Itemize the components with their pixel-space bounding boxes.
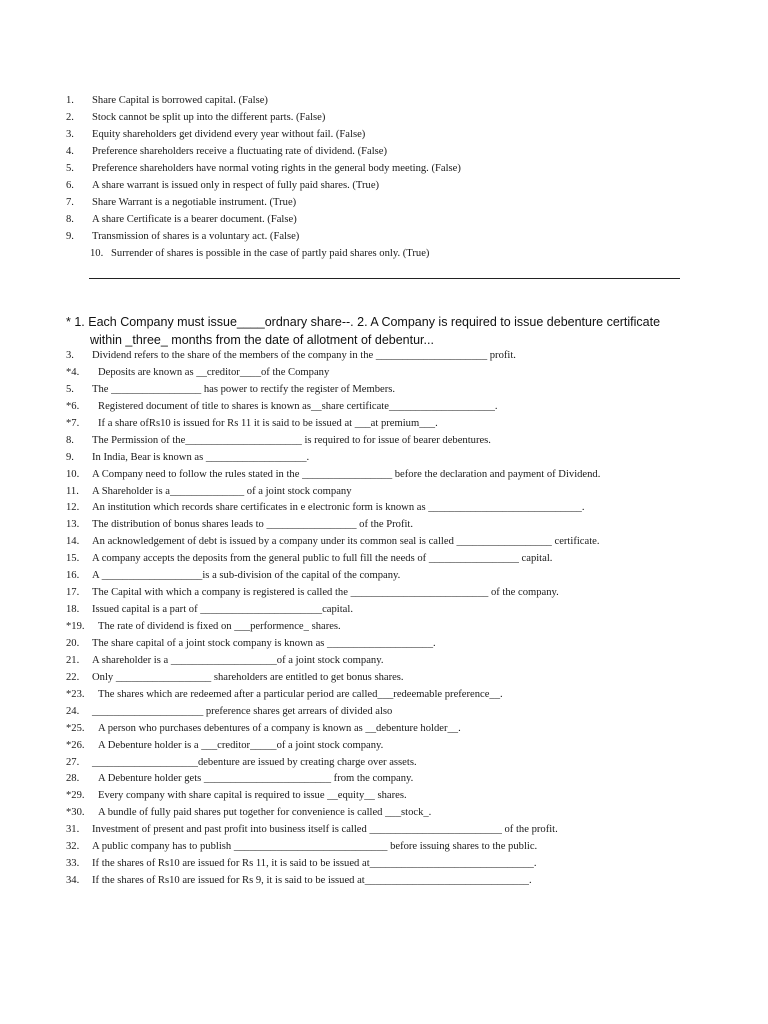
item-text: A Company need to follow the rules stated in the _________________ before the declaration and payment of Dividend.: [92, 468, 601, 480]
list-item: [66, 805, 706, 822]
item-text: A share Certificate is a bearer document. (False): [92, 214, 297, 225]
item-text: The distribution of bonus shares leads to _________________ of the Profit.: [92, 519, 414, 531]
list-item: [66, 788, 706, 805]
item-text: Transmission of shares is a voluntary act. (False): [92, 231, 300, 242]
item-number: 22.: [66, 671, 80, 683]
item-number: 5.: [66, 163, 74, 174]
item-number: *26.: [66, 739, 85, 751]
intro-line-2: within _three_ months from the date of allotment of debentur...: [90, 333, 434, 347]
item-text: A person who purchases debentures of a company is known as __debenture holder__.: [98, 722, 461, 734]
item-number: 31.: [66, 824, 80, 836]
item-number: 2.: [66, 112, 74, 123]
item-number: 14.: [66, 536, 80, 548]
item-text: A Debenture holder gets ________________________ from the company.: [98, 773, 414, 785]
item-text: ____________________debenture are issued by creating charge over assets.: [92, 756, 417, 768]
item-text: Investment of present and past profit into business itself is called _________________________ of the profit.: [92, 824, 558, 836]
item-text: Preference shareholders receive a fluctuating rate of dividend. (False): [92, 146, 388, 157]
item-text: Registered document of title to shares is known as__share certificate____________________.: [98, 400, 498, 412]
item-number: 17.: [66, 587, 80, 599]
item-number: 10.: [90, 248, 104, 259]
item-text: A public company has to publish _____________________________ before issuing shares to the public.: [92, 841, 538, 853]
item-number: 3.: [66, 350, 74, 361]
item-number: *25.: [66, 722, 85, 734]
item-number: 5.: [66, 383, 74, 395]
list-item: [66, 365, 706, 382]
item-number: 9.: [66, 231, 74, 242]
item-number: 21.: [66, 654, 80, 666]
list-item: [66, 143, 706, 160]
list-item: [66, 602, 706, 619]
item-number: 4.: [66, 146, 74, 157]
item-number: 34.: [66, 875, 80, 887]
list-item: [66, 653, 706, 670]
item-number: 12.: [66, 502, 80, 514]
section-divider: [89, 278, 680, 279]
list-item: [66, 517, 706, 534]
item-text: A shareholder is a ____________________of a joint stock company.: [92, 654, 384, 666]
item-number: *23.: [66, 688, 85, 700]
list-item: [66, 382, 706, 399]
list-item: [66, 160, 706, 177]
item-number: 1.: [66, 95, 74, 106]
item-text: Only __________________ shareholders are entitled to get bonus shares.: [92, 671, 404, 683]
list-item: [66, 245, 706, 262]
item-number: 10.: [66, 468, 80, 480]
item-text: Stock cannot be split up into the different parts. (False): [92, 112, 326, 123]
list-item: [66, 228, 706, 245]
item-number: 32.: [66, 841, 80, 853]
item-number: *19.: [66, 621, 85, 632]
list-item: [66, 467, 706, 484]
list-item: [66, 211, 706, 228]
item-number: *7.: [66, 417, 80, 429]
item-text: The shares which are redeemed after a particular period are called___redeemable preference__.: [98, 688, 503, 700]
item-number: 20.: [66, 637, 80, 649]
item-text: In India, Bear is known as ___________________.: [92, 451, 310, 463]
item-number: 11.: [66, 485, 79, 497]
item-text: Deposits are known as __creditor____of the Company: [98, 366, 330, 378]
list-item: [66, 636, 706, 653]
item-number: 9.: [66, 451, 74, 463]
fill-blanks-intro: [66, 313, 706, 349]
list-item: [66, 670, 706, 687]
item-number: 6.: [66, 180, 74, 191]
item-text: An acknowledgement of debt is issued by a company under its common seal is called __________________ certificate.: [92, 536, 600, 548]
list-item: [66, 568, 706, 585]
list-item: [66, 109, 706, 126]
item-text: The share capital of a joint stock company is known as ____________________.: [92, 637, 436, 649]
item-number: 16.: [66, 570, 80, 582]
item-text: Equity shareholders get dividend every year without fail. (False): [92, 129, 366, 140]
item-text: Share Warrant is a negotiable instrument. (True): [92, 197, 297, 208]
item-text: The Permission of the______________________ is required to for issue of bearer debentures.: [92, 434, 491, 446]
list-item: [66, 416, 706, 433]
list-item: [66, 873, 706, 890]
list-item: [66, 585, 706, 602]
list-item: [66, 500, 706, 517]
item-number: 3.: [66, 129, 74, 140]
item-text: A ___________________is a sub-division of the capital of the company.: [92, 570, 401, 582]
item-text: Every company with share capital is required to issue __equity__ shares.: [98, 790, 407, 802]
item-text: Surrender of shares is possible in the case of partly paid shares only. (True): [111, 248, 430, 259]
item-text: Dividend refers to the share of the members of the company in the _____________________ profit.: [92, 350, 516, 361]
item-text: The _________________ has power to rectify the register of Members.: [92, 383, 396, 395]
item-text: An institution which records share certificates in e electronic form is known as _____________________________.: [92, 502, 585, 514]
intro-line-1: * 1. Each Company must issue____ordnary share--. 2. A Company is required to issue debenture certificate: [66, 315, 661, 329]
item-text: A company accepts the deposits from the general public to full fill the needs of _________________ capital.: [92, 553, 553, 565]
list-item: [66, 721, 706, 738]
list-item: [66, 619, 706, 636]
item-number: 33.: [66, 858, 80, 870]
item-text: A share warrant is issued only in respect of fully paid shares. (True): [92, 180, 380, 191]
list-item: [66, 822, 706, 839]
item-number: 27.: [66, 756, 80, 768]
list-item: [66, 704, 706, 721]
item-number: *29.: [66, 790, 85, 802]
item-text: If the shares of Rs10 are issued for Rs 9, it is said to be issued at_______________________________.: [92, 875, 532, 887]
item-number: 18.: [66, 604, 80, 616]
list-item: [66, 484, 706, 501]
item-number: *4.: [66, 366, 80, 378]
list-item: [66, 551, 706, 568]
list-item: [66, 771, 706, 788]
item-text: _____________________ preference shares get arrears of divided also: [92, 705, 393, 717]
list-item: [66, 348, 706, 365]
item-text: Preference shareholders have normal voting rights in the general body meeting. (False): [92, 163, 461, 174]
item-text: The Capital with which a company is registered is called the __________________________ of the company.: [92, 587, 559, 599]
list-item: [66, 194, 706, 211]
list-item: [66, 738, 706, 755]
item-number: 24.: [66, 705, 80, 717]
item-text: A Shareholder is a______________ of a joint stock company: [92, 485, 352, 497]
item-text: A Debenture holder is a ___creditor_____of a joint stock company.: [98, 739, 384, 751]
list-item: [66, 687, 706, 704]
item-number: 7.: [66, 197, 74, 208]
list-item: [66, 450, 706, 467]
list-item: [66, 399, 706, 416]
item-number: *6.: [66, 400, 80, 412]
item-number: 28.: [66, 773, 80, 785]
list-item: [66, 839, 706, 856]
item-number: 8.: [66, 214, 74, 225]
list-item: [66, 177, 706, 194]
item-text: If a share ofRs10 is issued for Rs 11 it is said to be issued at ___at premium___.: [98, 417, 438, 429]
item-number: 15.: [66, 553, 80, 565]
item-text: A bundle of fully paid shares put together for convenience is called ___stock_.: [98, 807, 432, 819]
item-text: If the shares of Rs10 are issued for Rs 11, it is said to be issued at_______________________________.: [92, 858, 537, 870]
list-item: [66, 534, 706, 551]
item-number: 8.: [66, 434, 74, 446]
item-text: Issued capital is a part of _______________________capital.: [92, 604, 353, 616]
list-item: [66, 433, 706, 450]
list-item: [66, 856, 706, 873]
item-number: *30.: [66, 807, 85, 819]
item-text: Share Capital is borrowed capital. (False): [92, 95, 268, 106]
fill-blanks-list: [66, 348, 706, 890]
list-item: [66, 126, 706, 143]
item-text: The rate of dividend is fixed on ___performence_ shares.: [98, 621, 341, 632]
true-false-list: [66, 92, 706, 262]
item-number: 13.: [66, 519, 80, 531]
list-item: [66, 755, 706, 772]
list-item: [66, 92, 706, 109]
